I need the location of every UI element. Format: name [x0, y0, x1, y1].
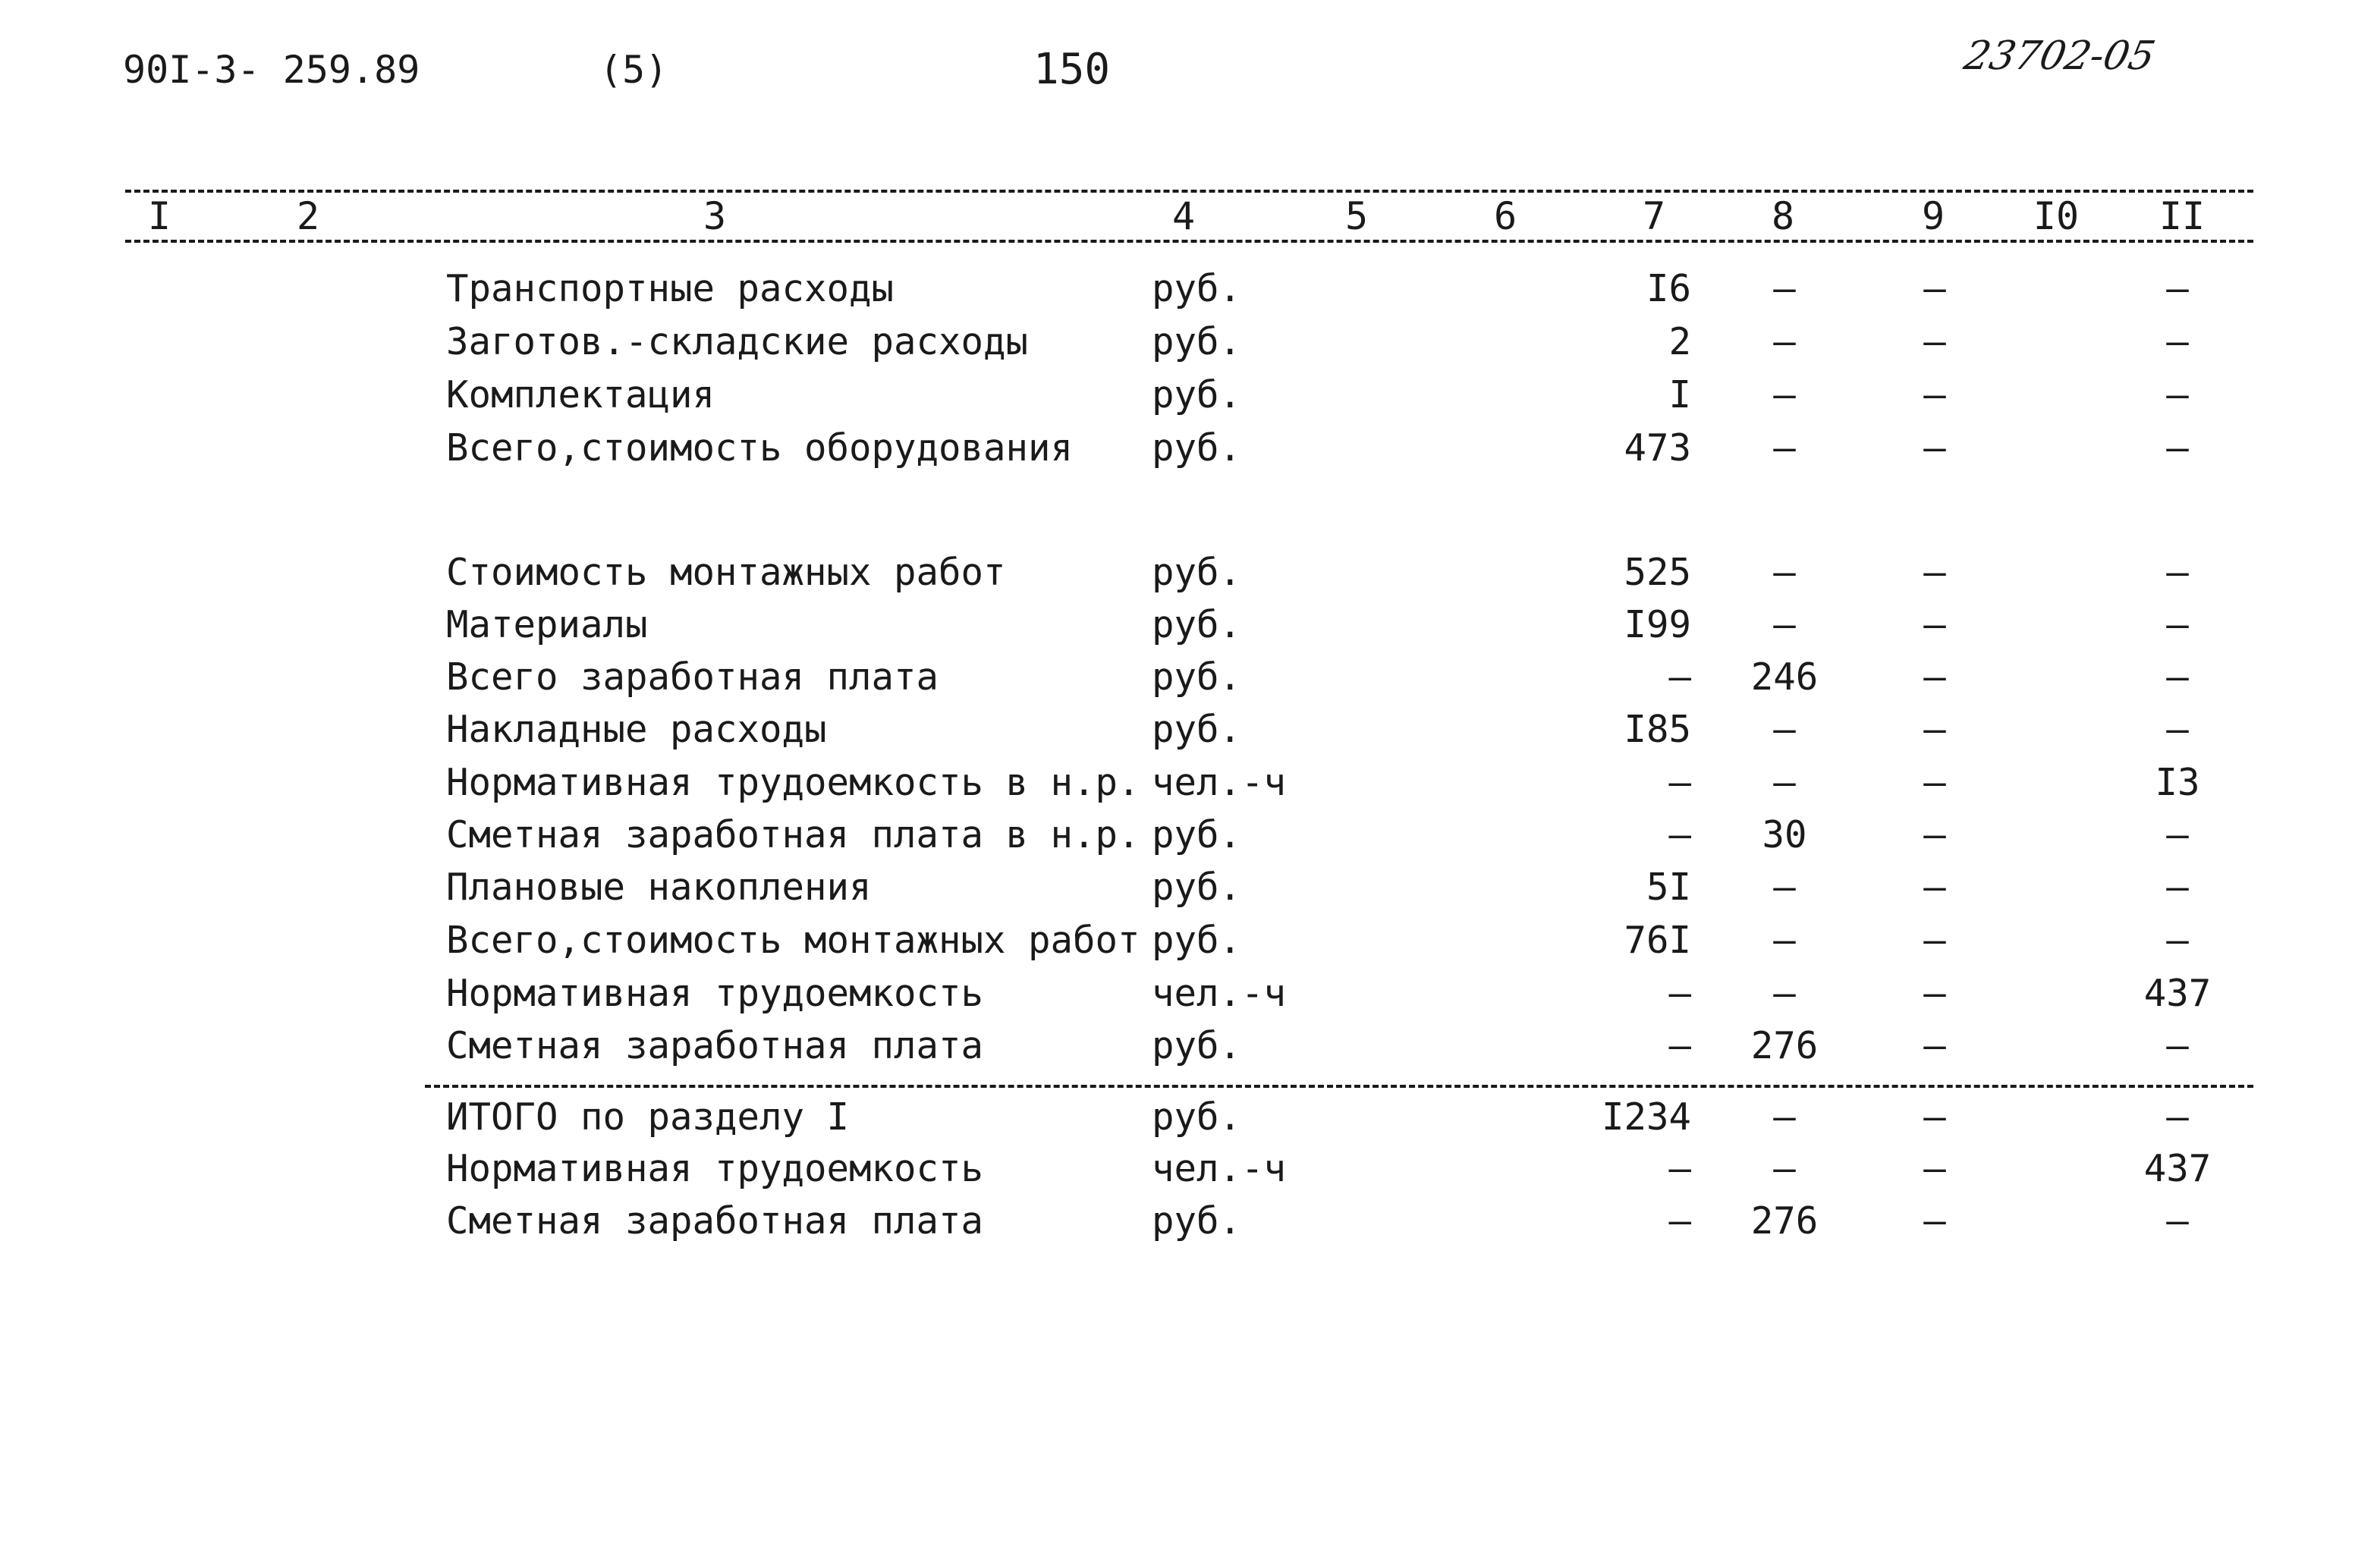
- row-name: Материалы: [446, 603, 648, 646]
- column-number: 9: [1917, 193, 1949, 239]
- row-col9: –: [1923, 267, 1946, 310]
- row-col7: 76I: [1624, 919, 1691, 962]
- column-number: 3: [699, 193, 731, 239]
- row-col9: –: [1923, 1147, 1946, 1190]
- row-col11: –: [2166, 551, 2189, 594]
- row-col7: I85: [1624, 708, 1691, 751]
- row-col7: –: [1668, 655, 1691, 699]
- row-col11: –: [2166, 320, 2189, 363]
- table-row: [0, 705, 2374, 755]
- row-unit: чел.-ч: [1152, 761, 1287, 804]
- table-row: [0, 810, 2374, 860]
- row-col11: –: [2166, 373, 2189, 416]
- row-col11: –: [2166, 603, 2189, 646]
- column-number: 8: [1767, 193, 1799, 239]
- row-col8: –: [1773, 267, 1796, 310]
- row-col8: 276: [1750, 1024, 1819, 1067]
- row-col8: –: [1773, 373, 1796, 416]
- document-code: 90I-3- 259.89: [123, 48, 420, 92]
- row-unit: чел.-ч: [1152, 972, 1287, 1015]
- row-col11: –: [2166, 267, 2189, 310]
- table-row: [0, 758, 2374, 808]
- row-col7: I: [1668, 373, 1691, 416]
- row-col9: –: [1923, 426, 1946, 470]
- row-col9: –: [1923, 551, 1946, 594]
- row-col9: –: [1923, 919, 1946, 962]
- row-col7: –: [1668, 1024, 1691, 1067]
- row-name: Сметная заработная плата: [446, 1199, 984, 1243]
- row-col7: 2: [1668, 320, 1691, 363]
- row-unit: руб.: [1152, 551, 1242, 594]
- row-col9: –: [1923, 1024, 1946, 1067]
- page-number: 150: [1033, 45, 1111, 94]
- row-unit: руб.: [1152, 1199, 1242, 1243]
- row-name: Накладные расходы: [446, 708, 827, 751]
- table-row: [0, 600, 2374, 650]
- row-col7: I6: [1646, 267, 1691, 310]
- row-col7: 473: [1624, 426, 1691, 470]
- header-rule-top: [125, 190, 2253, 193]
- table-row: [0, 423, 2374, 473]
- row-col11: –: [2166, 1199, 2189, 1243]
- row-col7: –: [1668, 813, 1691, 856]
- row-col9: –: [1923, 708, 1946, 751]
- row-col8: –: [1773, 551, 1796, 594]
- row-col9: –: [1923, 603, 1946, 646]
- table-row: [0, 1196, 2374, 1246]
- row-col9: –: [1923, 1199, 1946, 1243]
- row-col7: –: [1668, 972, 1691, 1015]
- row-name: ИТОГО по разделу I: [446, 1095, 850, 1139]
- row-col9: –: [1923, 373, 1946, 416]
- row-name: Нормативная трудоемкость: [446, 1147, 984, 1190]
- row-name: Сметная заработная плата: [446, 1024, 984, 1067]
- column-number: 7: [1638, 193, 1670, 239]
- row-col11: –: [2166, 1024, 2189, 1067]
- row-col8: 246: [1750, 655, 1819, 699]
- handwritten-number: 23702-05: [1960, 33, 2159, 79]
- row-col8: –: [1773, 1095, 1796, 1139]
- row-col9: –: [1923, 866, 1946, 909]
- row-unit: руб.: [1152, 866, 1242, 909]
- row-unit: руб.: [1152, 708, 1242, 751]
- row-unit: чел.-ч: [1152, 1147, 1287, 1190]
- column-number: 5: [1341, 193, 1373, 239]
- row-unit: руб.: [1152, 320, 1242, 363]
- table-row: [0, 969, 2374, 1019]
- part-number: (5): [599, 48, 668, 92]
- column-number: 6: [1489, 193, 1521, 239]
- row-name: Нормативная трудоемкость в н.р.: [446, 761, 1140, 804]
- table-row: [0, 1021, 2374, 1071]
- row-unit: руб.: [1152, 603, 1242, 646]
- column-number: II: [2155, 193, 2209, 239]
- table-row: [0, 652, 2374, 702]
- row-col11: –: [2166, 1095, 2189, 1139]
- row-unit: руб.: [1152, 1024, 1242, 1067]
- table-row: [0, 548, 2374, 598]
- section-total-rule: [425, 1085, 2253, 1088]
- row-col9: –: [1923, 655, 1946, 699]
- row-unit: руб.: [1152, 373, 1242, 416]
- row-col8: –: [1773, 1147, 1796, 1190]
- row-unit: руб.: [1152, 1095, 1242, 1139]
- column-number: I0: [2029, 193, 2083, 239]
- row-unit: руб.: [1152, 426, 1242, 470]
- table-row: [0, 916, 2374, 966]
- row-col9: –: [1923, 813, 1946, 856]
- column-number: 4: [1168, 193, 1200, 239]
- row-name: Заготов.-складские расходы: [446, 320, 1029, 363]
- row-name: Всего заработная плата: [446, 655, 939, 699]
- row-col7: –: [1668, 1199, 1691, 1243]
- row-name: Нормативная трудоемкость: [446, 972, 984, 1015]
- row-col9: –: [1923, 761, 1946, 804]
- row-name: Транспортные расходы: [446, 267, 895, 310]
- row-name: Плановые накопления: [446, 866, 872, 909]
- row-col7: I99: [1624, 603, 1691, 646]
- row-col8: 276: [1750, 1199, 1819, 1243]
- row-col8: –: [1773, 603, 1796, 646]
- row-name: Стоимость монтажных работ: [446, 551, 1006, 594]
- row-unit: руб.: [1152, 919, 1242, 962]
- table-row: [0, 370, 2374, 420]
- row-col8: –: [1773, 426, 1796, 470]
- row-col11: –: [2166, 708, 2189, 751]
- row-name: Сметная заработная плата в н.р.: [446, 813, 1140, 856]
- row-col8: –: [1773, 708, 1796, 751]
- row-col11: –: [2166, 655, 2189, 699]
- row-name: Всего,стоимость оборудования: [446, 426, 1074, 470]
- row-unit: руб.: [1152, 267, 1242, 310]
- row-col11: –: [2166, 866, 2189, 909]
- row-col11: –: [2166, 919, 2189, 962]
- table-row: [0, 863, 2374, 913]
- table-row-total: [0, 1092, 2374, 1142]
- row-col7: –: [1668, 1147, 1691, 1190]
- column-number: I: [143, 193, 175, 239]
- row-col8: 30: [1762, 813, 1807, 856]
- row-col8: –: [1773, 866, 1796, 909]
- row-col7: I234: [1601, 1095, 1691, 1139]
- table-row: [0, 317, 2374, 367]
- table-row: [0, 264, 2374, 314]
- row-col11: I3: [2155, 761, 2200, 804]
- row-col7: 525: [1624, 551, 1691, 594]
- row-col8: –: [1773, 972, 1796, 1015]
- row-col11: 437: [2143, 1147, 2212, 1190]
- row-col11: 437: [2143, 972, 2212, 1015]
- row-col7: –: [1668, 761, 1691, 804]
- row-col8: –: [1773, 919, 1796, 962]
- table-row: [0, 1144, 2374, 1194]
- row-unit: руб.: [1152, 813, 1242, 856]
- row-name: Всего,стоимость монтажных работ: [446, 919, 1140, 962]
- header-rule-bottom: [125, 240, 2253, 243]
- row-col11: –: [2166, 426, 2189, 470]
- row-unit: руб.: [1152, 655, 1242, 699]
- row-col8: –: [1773, 761, 1796, 804]
- row-name: Комплектация: [446, 373, 715, 416]
- row-col9: –: [1923, 972, 1946, 1015]
- row-col9: –: [1923, 320, 1946, 363]
- column-number: 2: [292, 193, 324, 239]
- row-col9: –: [1923, 1095, 1946, 1139]
- row-col11: –: [2166, 813, 2189, 856]
- row-col7: 5I: [1646, 866, 1691, 909]
- row-col8: –: [1773, 320, 1796, 363]
